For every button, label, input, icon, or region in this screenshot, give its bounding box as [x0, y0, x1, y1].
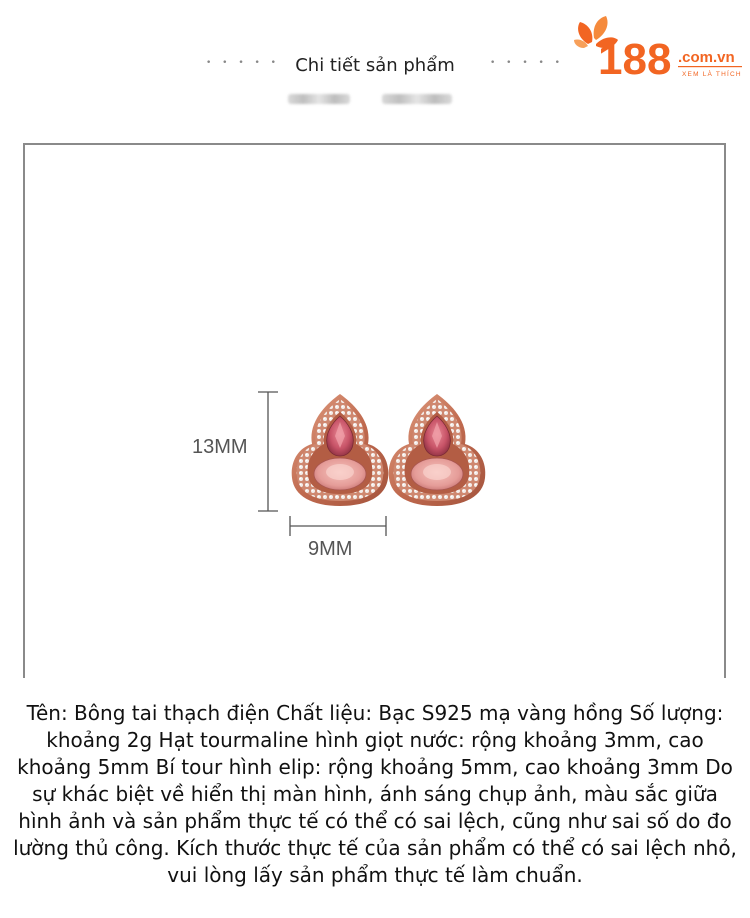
height-dimension-line — [258, 392, 278, 511]
section-title: Chi tiết sản phẩm — [295, 55, 455, 76]
right-earring — [389, 394, 486, 506]
logo-domain: .com.vn — [678, 49, 735, 66]
left-earring — [292, 394, 389, 506]
width-dimension-line — [290, 516, 386, 536]
decorative-dots-left: • • • • • — [206, 58, 280, 68]
decorative-dots-right: • • • • • — [490, 58, 564, 68]
width-label: 9MM — [308, 538, 353, 560]
product-description: Tên: Bông tai thạch điện Chất liệu: Bạc S925 mạ vàng hồng Số lượng: khoảng 2g Hạt tourmaline hình giọt nước: rộng khoảng 3mm, cao khoảng 5mm Bí tour hình elip: rộng khoảng 5mm, cao khoảng 3mm Do sự khác biệt về hiển thị màn hình, ánh sáng chụp ảnh, màu sắc giữa hình ảnh và sản phẩm thực tế có thể có sai lệch, cũng như sai số do đo lường thủ công. Kích thước thực tế của sản phẩm có thể có sai lệch nhỏ, vui lòng lấy sản phẩm thực tế làm chuẩn. — [0, 678, 750, 918]
height-label: 13MM — [192, 436, 248, 458]
logo-tagline: XEM LÀ THÍCH — [682, 71, 742, 78]
logo-number: 188 — [598, 35, 672, 84]
